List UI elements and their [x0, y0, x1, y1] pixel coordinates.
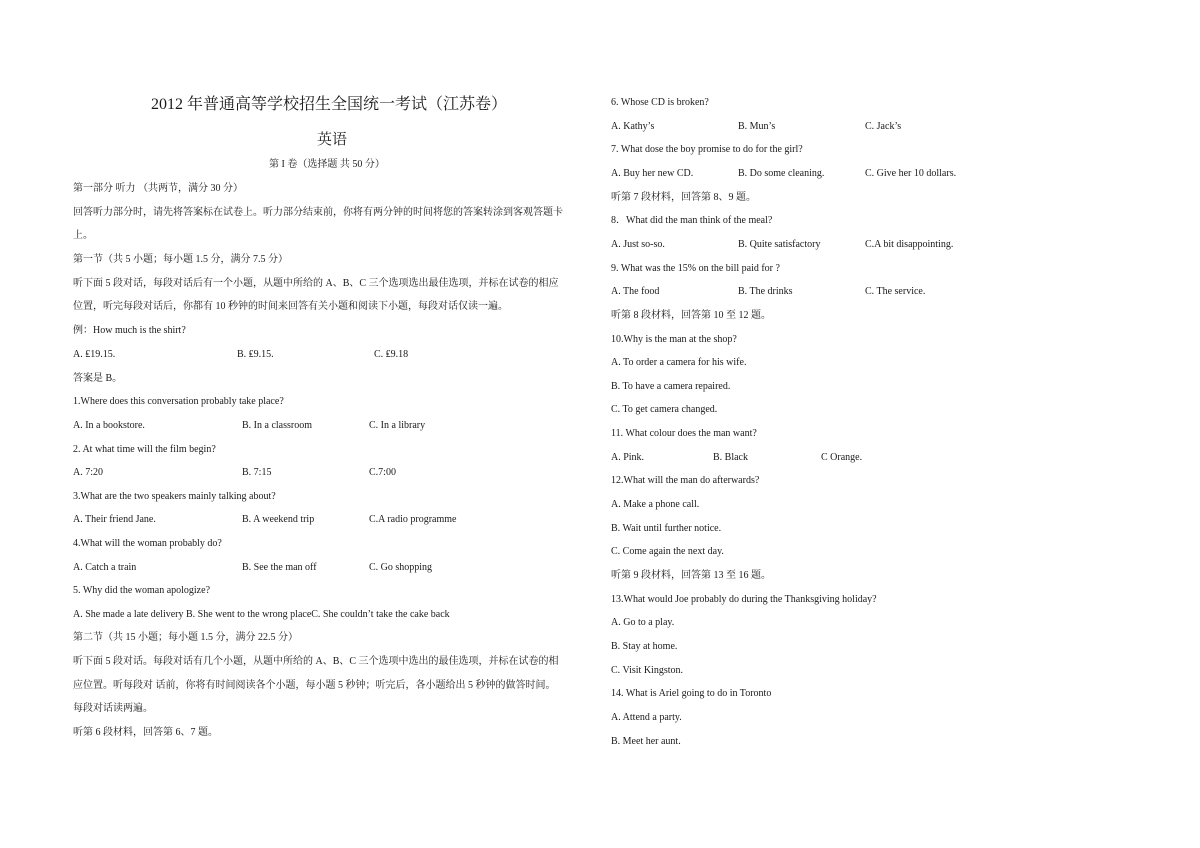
option-b: B. In a classroom — [242, 420, 312, 431]
question: 2. At what time will the film begin? — [73, 444, 216, 455]
section-heading: 第一节（共 5 小题；每小题 1.5 分，满分 7.5 分） — [73, 254, 288, 265]
option-c: C. The service. — [865, 286, 926, 297]
question: 4.What will the woman probably do? — [73, 538, 222, 549]
option-b: B. Black — [713, 452, 748, 463]
option-c: C. Jack’s — [865, 121, 902, 132]
option-a: A. 7:20 — [73, 467, 103, 478]
material-heading: 听第 6 段材料，回答第 6、7 题。 — [73, 727, 218, 738]
text-line: 7. What dose the boy promise to do for the girl? — [611, 144, 803, 155]
part-heading: 第 I 卷（选择题 共 50 分） — [269, 159, 385, 170]
option-c: C. Go shopping — [369, 562, 433, 573]
option-b: B. ₤9.15. — [237, 349, 274, 360]
exam-subject: 英语 — [317, 132, 348, 148]
instruction-line: 回答听力部分时，请先将答案标在试卷上。听力部分结束前，你将有两分钟的时间将您的答案转涂到客观答题卡 — [73, 207, 563, 218]
option-c: C. In a library — [369, 420, 426, 431]
text-line: A. To order a camera for his wife. — [611, 357, 747, 368]
option-c: C. Give her 10 dollars. — [865, 168, 957, 179]
option-a: A. Their friend Jane. — [73, 514, 156, 525]
text-line: 听第 8 段材料，回答第 10 至 12 题。 — [611, 310, 771, 321]
option-b: B. The drinks — [738, 286, 793, 297]
instruction-line: 应位置。听每段对 话前，你将有时间阅读各个小题，每小题 5 秒钟；听完后，各小题给出 5 秒钟的做答时间。 — [73, 680, 556, 691]
question: 3.What are the two speakers mainly talking about? — [73, 491, 276, 502]
options-row: A. She made a late delivery B. She went to the wrong placeC. She couldn’t take the cake back — [73, 609, 450, 620]
text-line: 9. What was the 15% on the bill paid for ? — [611, 263, 780, 274]
option-b: B. A weekend trip — [242, 514, 315, 525]
text-line: B. Stay at home. — [611, 641, 678, 652]
option-a: A. Kathy’s — [611, 121, 655, 132]
option-a: A. ₤19.15. — [73, 349, 116, 360]
text-line: A. Go to a play. — [611, 617, 675, 628]
option-c: C.7:00 — [369, 467, 396, 478]
option-a: A. Pink. — [611, 452, 645, 463]
text-line: 11. What colour does the man want? — [611, 428, 757, 439]
option-b: B. Do some cleaning. — [738, 168, 825, 179]
option-b: B. 7:15 — [242, 467, 272, 478]
text-line: C. Come again the next day. — [611, 546, 724, 557]
text-line: B. Wait until further notice. — [611, 523, 722, 534]
section-heading: 第二节（共 15 小题；每小题 1.5 分，满分 22.5 分） — [73, 632, 298, 643]
instruction-line: 上。 — [73, 230, 93, 241]
text-line: 听第 9 段材料，回答第 13 至 16 题。 — [611, 570, 771, 581]
text-line: B. To have a camera repaired. — [611, 381, 731, 392]
text-line: C. Visit Kingston. — [611, 665, 684, 676]
option-a: A. Just so-so. — [611, 239, 665, 250]
option-c: C.A radio programme — [369, 514, 457, 525]
option-a: A. The food — [611, 286, 660, 297]
instruction-line: 每段对话读两遍。 — [73, 703, 153, 714]
option-b: B. Mun’s — [738, 121, 776, 132]
instruction-line: 听下面 5 段对话，每段对话后有一个小题，从题中所给的 A、B、C 三个选项选出最佳选项，并标在试卷的相应 — [73, 278, 559, 289]
text-line: 14. What is Ariel going to do in Toronto — [611, 688, 772, 699]
option-c: C.A bit disappointing. — [865, 239, 954, 250]
instruction-line: 第一部分 听力 （共两节，满分 30 分） — [73, 183, 243, 194]
question: 5. Why did the woman apologize? — [73, 585, 211, 596]
option-c: C Orange. — [821, 452, 863, 463]
text-line: B. Meet her aunt. — [611, 736, 681, 747]
text-line: 6. Whose CD is broken? — [611, 97, 709, 108]
instruction-line: 听下面 5 段对话。每段对话有几个小题，从题中所给的 A、B、C 三个选项中选出的最佳选项，并标在试卷的相 — [73, 656, 559, 667]
text-line: C. To get camera changed. — [611, 404, 718, 415]
option-c: C. ₤9.18 — [374, 349, 409, 360]
text-line: 12.What will the man do afterwards? — [611, 475, 760, 486]
question: 1.Where does this conversation probably take place? — [73, 396, 284, 407]
example-answer: 答案是 B。 — [73, 373, 123, 384]
text-line: 8．What did the man think of the meal? — [611, 215, 773, 226]
text-line: 听第 7 段材料，回答第 8、9 题。 — [611, 192, 756, 203]
example-question: 例：How much is the shirt? — [73, 325, 186, 336]
option-b: B. See the man off — [242, 562, 317, 573]
option-a: A. Catch a train — [73, 562, 137, 573]
option-a: A. In a bookstore. — [73, 420, 145, 431]
text-line: 13.What would Joe probably do during the Thanksgiving holiday? — [611, 594, 877, 605]
text-line: A. Make a phone call. — [611, 499, 700, 510]
instruction-line: 位置，听完每段对话后，你都有 10 秒钟的时间来回答有关小题和阅读下小题，每段对话仅读一遍。 — [73, 301, 508, 312]
text-line: 10.Why is the man at the shop? — [611, 334, 737, 345]
option-a: A. Buy her new CD. — [611, 168, 694, 179]
option-b: B. Quite satisfactory — [738, 239, 821, 250]
exam-title: 2012 年普通高等学校招生全国统一考试（江苏卷） — [151, 96, 508, 113]
text-line: A. Attend a party. — [611, 712, 682, 723]
